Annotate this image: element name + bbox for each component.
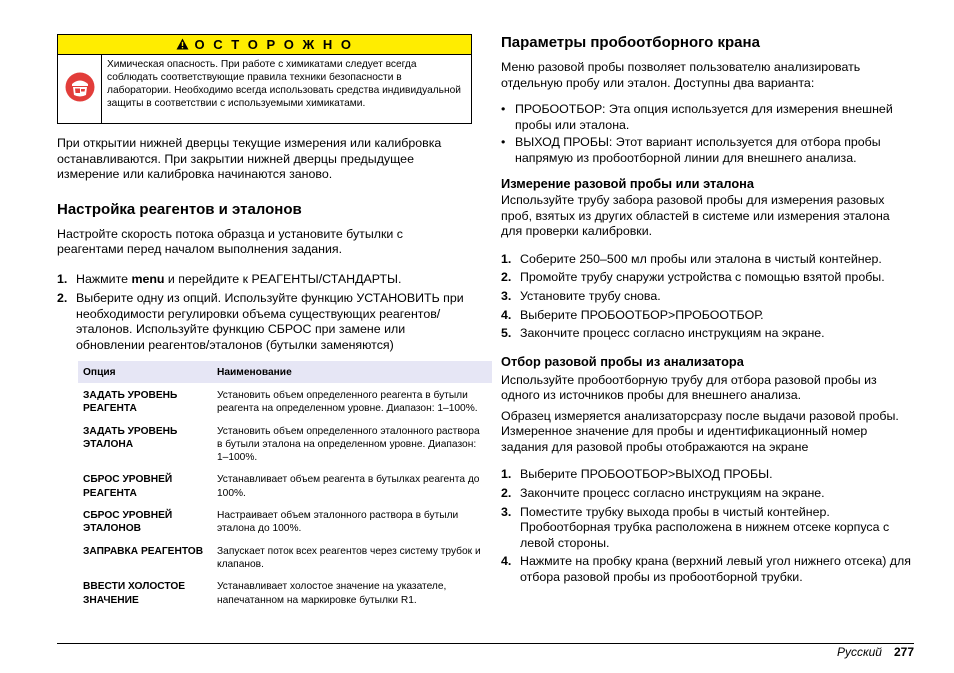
list-item: • ВЫХОД ПРОБЫ: Этот вариант используется для отбора пробы напрямую из пробоотборной линии для внешнего анализа. <box>501 135 881 165</box>
measure-paragraph: Используйте трубу забора разовой пробы для измерения разовых проб, взятых из других областей в системе или измерения эталона для проверки калибровки. <box>501 193 890 238</box>
list-item: 4. Нажмите на пробку крана (верхний левый угол нижнего отсека) для отбора разовой пробы из пробоотборной трубки. <box>501 554 911 584</box>
warning-box <box>57 34 472 124</box>
list-item: 2. Промойте трубу снаружи устройства с помощью взятой пробы. <box>501 270 885 285</box>
page-footer <box>837 645 914 659</box>
table-row: ВВЕСТИ ХОЛОСТОЕ ЗНАЧЕНИЕ Устанавливает холостое значение на указателе, напечатанном на маркировке бутылки R1. <box>83 581 447 606</box>
warning-text: Химическая опасность. При работе с химикатами следует всегда соблюдать соответствующие правила техники безопасности в лаборатории. Необходимо всегда использовать средства индивидуальной защиты в соответствии с используемыми химикатами. <box>107 59 461 110</box>
warning-triangle-icon <box>176 36 189 55</box>
table-row: СБРОС УРОВНЕЙ РЕАГЕНТА Устанавливает объем реагента в бутылках реагента до 100%. <box>83 474 480 499</box>
table-row: ЗАДАТЬ УРОВЕНЬ РЕАГЕНТА Установить объем определенного реагента в бутыли реагента на определенном уровне. Диапазон: 1–100%. <box>83 390 478 415</box>
list-item: 1. Выберите ПРОБООТБОР>ВЫХОД ПРОБЫ. <box>501 467 773 482</box>
analyzer-sample-steps <box>501 467 911 585</box>
list-item: 5. Закончите процесс согласно инструкциям на экране. <box>501 326 825 341</box>
footer-language: Русский <box>836 645 882 659</box>
grab-sample-paragraph: Меню разовой пробы позволяет пользователю анализировать отдельную пробу или эталон. Доступны два варианта: <box>501 60 861 90</box>
table-header-description: Наименование <box>212 361 492 383</box>
menu-key-label: menu <box>131 271 165 286</box>
table-row: СБРОС УРОВНЕЙ ЭТАЛОНОВ Настраивает объем эталонного раствора в бутыли эталона до 100%. <box>83 510 459 535</box>
grab-sample-options <box>501 102 911 166</box>
options-table <box>78 361 492 610</box>
table-row: ЗАПРАВКА РЕАГЕНТОВ Запускает поток всех реагентов через систему трубок и клапанов. <box>83 545 481 570</box>
reagents-paragraph: Настройте скорость потока образца и установите бутылки с реагентами перед началом выполнения задания. <box>57 226 403 256</box>
list-item: 4. Выберите ПРОБООТБОР>ПРОБООТБОР. <box>501 307 764 322</box>
subheading-measure: Измерение разовой пробы или эталона <box>501 176 754 191</box>
list-item: 1. Соберите 250–500 мл пробы или эталона в чистый контейнер. <box>501 251 882 266</box>
intro-paragraph: При открытии нижней дверцы текущие измерения или калибровка останавливаются. При закрытии нижней дверцы предыдущее измерение или калибровка начинаются заново. <box>57 136 442 181</box>
list-item: 2. Закончите процесс согласно инструкциям на экране. <box>501 485 825 500</box>
list-item: 3. Установите трубу снова. <box>501 288 661 303</box>
reagent-steps <box>57 272 472 354</box>
right-column <box>501 34 911 585</box>
subheading-analyzer-sample: Отбор разовой пробы из анализатора <box>501 353 744 369</box>
left-column <box>57 34 481 610</box>
analyzer-sample-paragraph-2: Образец измеряется анализаторсразу после выдачи разовой пробы. Измеренное значение для пробы и идентификационный номер задания для разовой пробы отображаются на экране <box>501 408 899 454</box>
warning-header <box>58 35 471 55</box>
footer-divider <box>57 643 914 644</box>
measure-steps <box>501 252 911 342</box>
analyzer-sample-paragraph-1: Используйте пробоотборную трубу для отбора разовой пробы из одного из источников пробы для внешнего анализа. <box>501 372 877 403</box>
section-heading-grab-sample: Параметры пробоотборного крана <box>501 34 760 51</box>
warning-title: О С Т О Р О Ж Н О <box>194 37 354 52</box>
list-item: 1. Нажмите menu и перейдите к РЕАГЕНТЫ/СТАНДАРТЫ. <box>57 271 402 286</box>
face-shield-icon <box>65 72 95 107</box>
page-number: 277 <box>893 645 914 659</box>
section-heading-reagents: Настройка реагентов и эталонов <box>57 200 302 218</box>
list-item: 3. Поместите трубку выхода пробы в чистый контейнер. Пробоотборная трубка расположена в нижнем отсеке корпуса с левой стороны. <box>501 504 890 550</box>
table-header-option: Опция <box>78 361 212 383</box>
table-row: ЗАДАТЬ УРОВЕНЬ ЭТАЛОНА Установить объем определенного эталонного раствора в бутыли эталона на определенном уровне. Диапазон: 1–100%. <box>83 425 480 464</box>
list-item: 2. Выберите одну из опций. Используйте функцию УСТАНОВИТЬ при необходимости регулировки объема существующих реагентов/эталонов. Используйте функцию СБРОС при замене или обновлении реагентов/эталонов (бутылки заменяются) <box>57 291 464 352</box>
list-item: • ПРОБООТБОР: Эта опция используется для измерения внешней пробы или эталона. <box>501 102 893 132</box>
